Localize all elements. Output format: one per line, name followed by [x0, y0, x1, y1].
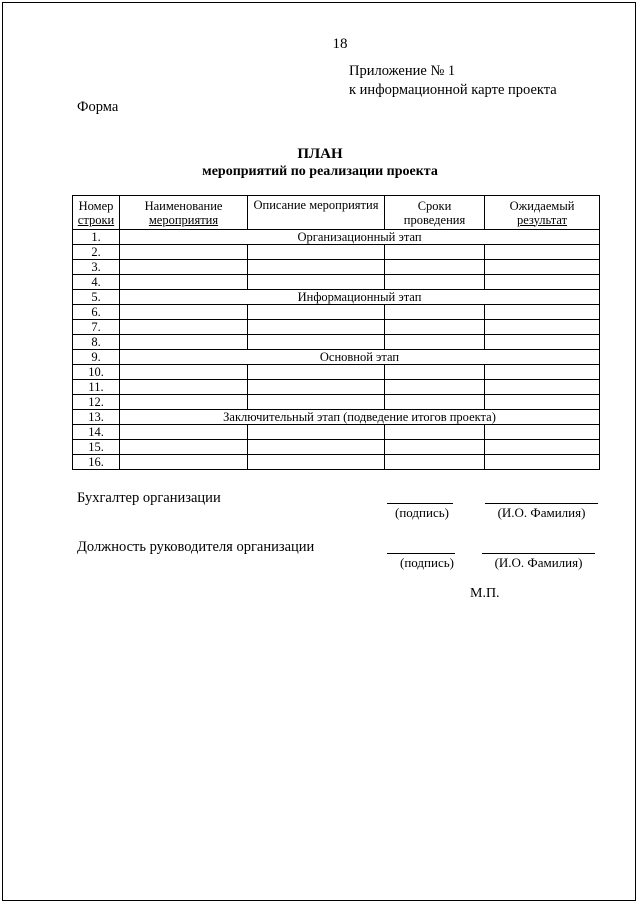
stage-title: Основной этап [120, 350, 600, 365]
expected-result-cell[interactable] [485, 305, 600, 320]
event-description-cell[interactable] [248, 440, 385, 455]
dates-cell[interactable] [385, 245, 485, 260]
event-description-cell[interactable] [248, 275, 385, 290]
dates-cell[interactable] [385, 395, 485, 410]
event-description-cell[interactable] [248, 365, 385, 380]
table-row [73, 320, 600, 335]
row-number: 8. [73, 335, 120, 350]
plan-table [72, 195, 600, 470]
event-description-cell[interactable] [248, 455, 385, 470]
dates-cell[interactable] [385, 440, 485, 455]
dates-cell[interactable] [385, 365, 485, 380]
form-label: Форма [77, 99, 119, 115]
row-number: 15. [73, 440, 120, 455]
event-name-cell[interactable] [120, 440, 248, 455]
document-title: ПЛАН [297, 146, 343, 162]
event-description-cell[interactable] [248, 425, 385, 440]
table-row [73, 305, 600, 320]
header-expected-result: Ожидаемый результат [485, 196, 600, 230]
accountant-signature-hint: (подпись) [395, 505, 449, 520]
event-description-cell[interactable] [248, 380, 385, 395]
row-number: 9. [73, 350, 120, 365]
row-number: 3. [73, 260, 120, 275]
header-dates: Сроки проведения [385, 196, 485, 230]
table-row [73, 335, 600, 350]
header-event-name: Наименование мероприятия [120, 196, 248, 230]
expected-result-cell[interactable] [485, 395, 600, 410]
stage-title: Заключительный этап (подведение итогов проекта) [120, 410, 600, 425]
event-name-cell[interactable] [120, 245, 248, 260]
dates-cell[interactable] [385, 305, 485, 320]
appendix-line-2: к информационной карте проекта [349, 82, 557, 98]
head-position-label: Должность руководителя организации [77, 539, 315, 555]
expected-result-cell[interactable] [485, 245, 600, 260]
event-description-cell[interactable] [248, 260, 385, 275]
event-name-cell[interactable] [120, 365, 248, 380]
dates-cell[interactable] [385, 380, 485, 395]
dates-cell[interactable] [385, 260, 485, 275]
appendix-note [349, 62, 557, 100]
row-number: 16. [73, 455, 120, 470]
table-header-row [73, 196, 600, 230]
expected-result-cell[interactable] [485, 380, 600, 395]
event-name-cell[interactable] [120, 455, 248, 470]
row-number: 12. [73, 395, 120, 410]
event-name-cell[interactable] [120, 320, 248, 335]
table-row [73, 245, 600, 260]
event-name-cell[interactable] [120, 335, 248, 350]
expected-result-cell[interactable] [485, 320, 600, 335]
stage-title: Организационный этап [120, 230, 600, 245]
dates-cell[interactable] [385, 335, 485, 350]
expected-result-cell[interactable] [485, 335, 600, 350]
event-description-cell[interactable] [248, 245, 385, 260]
page-number: 18 [332, 36, 348, 52]
accountant-name-line[interactable] [485, 503, 598, 504]
event-description-cell[interactable] [248, 335, 385, 350]
head-signature-hint: (подпись) [400, 555, 454, 570]
expected-result-cell[interactable] [485, 455, 600, 470]
table-row [73, 410, 600, 425]
dates-cell[interactable] [385, 275, 485, 290]
row-number: 14. [73, 425, 120, 440]
accountant-label: Бухгалтер организации [77, 490, 221, 506]
table-row [73, 230, 600, 245]
table-row [73, 365, 600, 380]
table-row [73, 395, 600, 410]
accountant-name-hint: (И.О. Фамилия) [497, 505, 586, 520]
head-signature-line[interactable] [387, 553, 455, 554]
row-number: 11. [73, 380, 120, 395]
accountant-signature-line[interactable] [387, 503, 453, 504]
expected-result-cell[interactable] [485, 425, 600, 440]
table-row [73, 260, 600, 275]
event-name-cell[interactable] [120, 275, 248, 290]
event-name-cell[interactable] [120, 260, 248, 275]
row-number: 6. [73, 305, 120, 320]
expected-result-cell[interactable] [485, 440, 600, 455]
table-row [73, 290, 600, 305]
row-number: 7. [73, 320, 120, 335]
appendix-line-1: Приложение № 1 [349, 63, 456, 79]
head-name-line[interactable] [482, 553, 595, 554]
expected-result-cell[interactable] [485, 275, 600, 290]
expected-result-cell[interactable] [485, 260, 600, 275]
head-name-hint: (И.О. Фамилия) [494, 555, 583, 570]
event-name-cell[interactable] [120, 305, 248, 320]
event-description-cell[interactable] [248, 305, 385, 320]
row-number: 5. [73, 290, 120, 305]
dates-cell[interactable] [385, 455, 485, 470]
document-subtitle: мероприятий по реализации проекта [202, 164, 438, 179]
header-event-description: Описание мероприятия [248, 196, 385, 230]
event-name-cell[interactable] [120, 380, 248, 395]
event-description-cell[interactable] [248, 395, 385, 410]
dates-cell[interactable] [385, 425, 485, 440]
table-row [73, 275, 600, 290]
row-number: 1. [73, 230, 120, 245]
stage-title: Информационный этап [120, 290, 600, 305]
table-row [73, 455, 600, 470]
stamp-place: М.П. [470, 586, 500, 601]
expected-result-cell[interactable] [485, 365, 600, 380]
table-row [73, 380, 600, 395]
row-number: 13. [73, 410, 120, 425]
row-number: 4. [73, 275, 120, 290]
dates-cell[interactable] [385, 320, 485, 335]
event-description-cell[interactable] [248, 320, 385, 335]
row-number: 10. [73, 365, 120, 380]
row-number: 2. [73, 245, 120, 260]
table-row [73, 425, 600, 440]
table-row [73, 350, 600, 365]
event-name-cell[interactable] [120, 395, 248, 410]
table-row [73, 440, 600, 455]
event-name-cell[interactable] [120, 425, 248, 440]
header-row-number: Номер строки [73, 196, 120, 230]
